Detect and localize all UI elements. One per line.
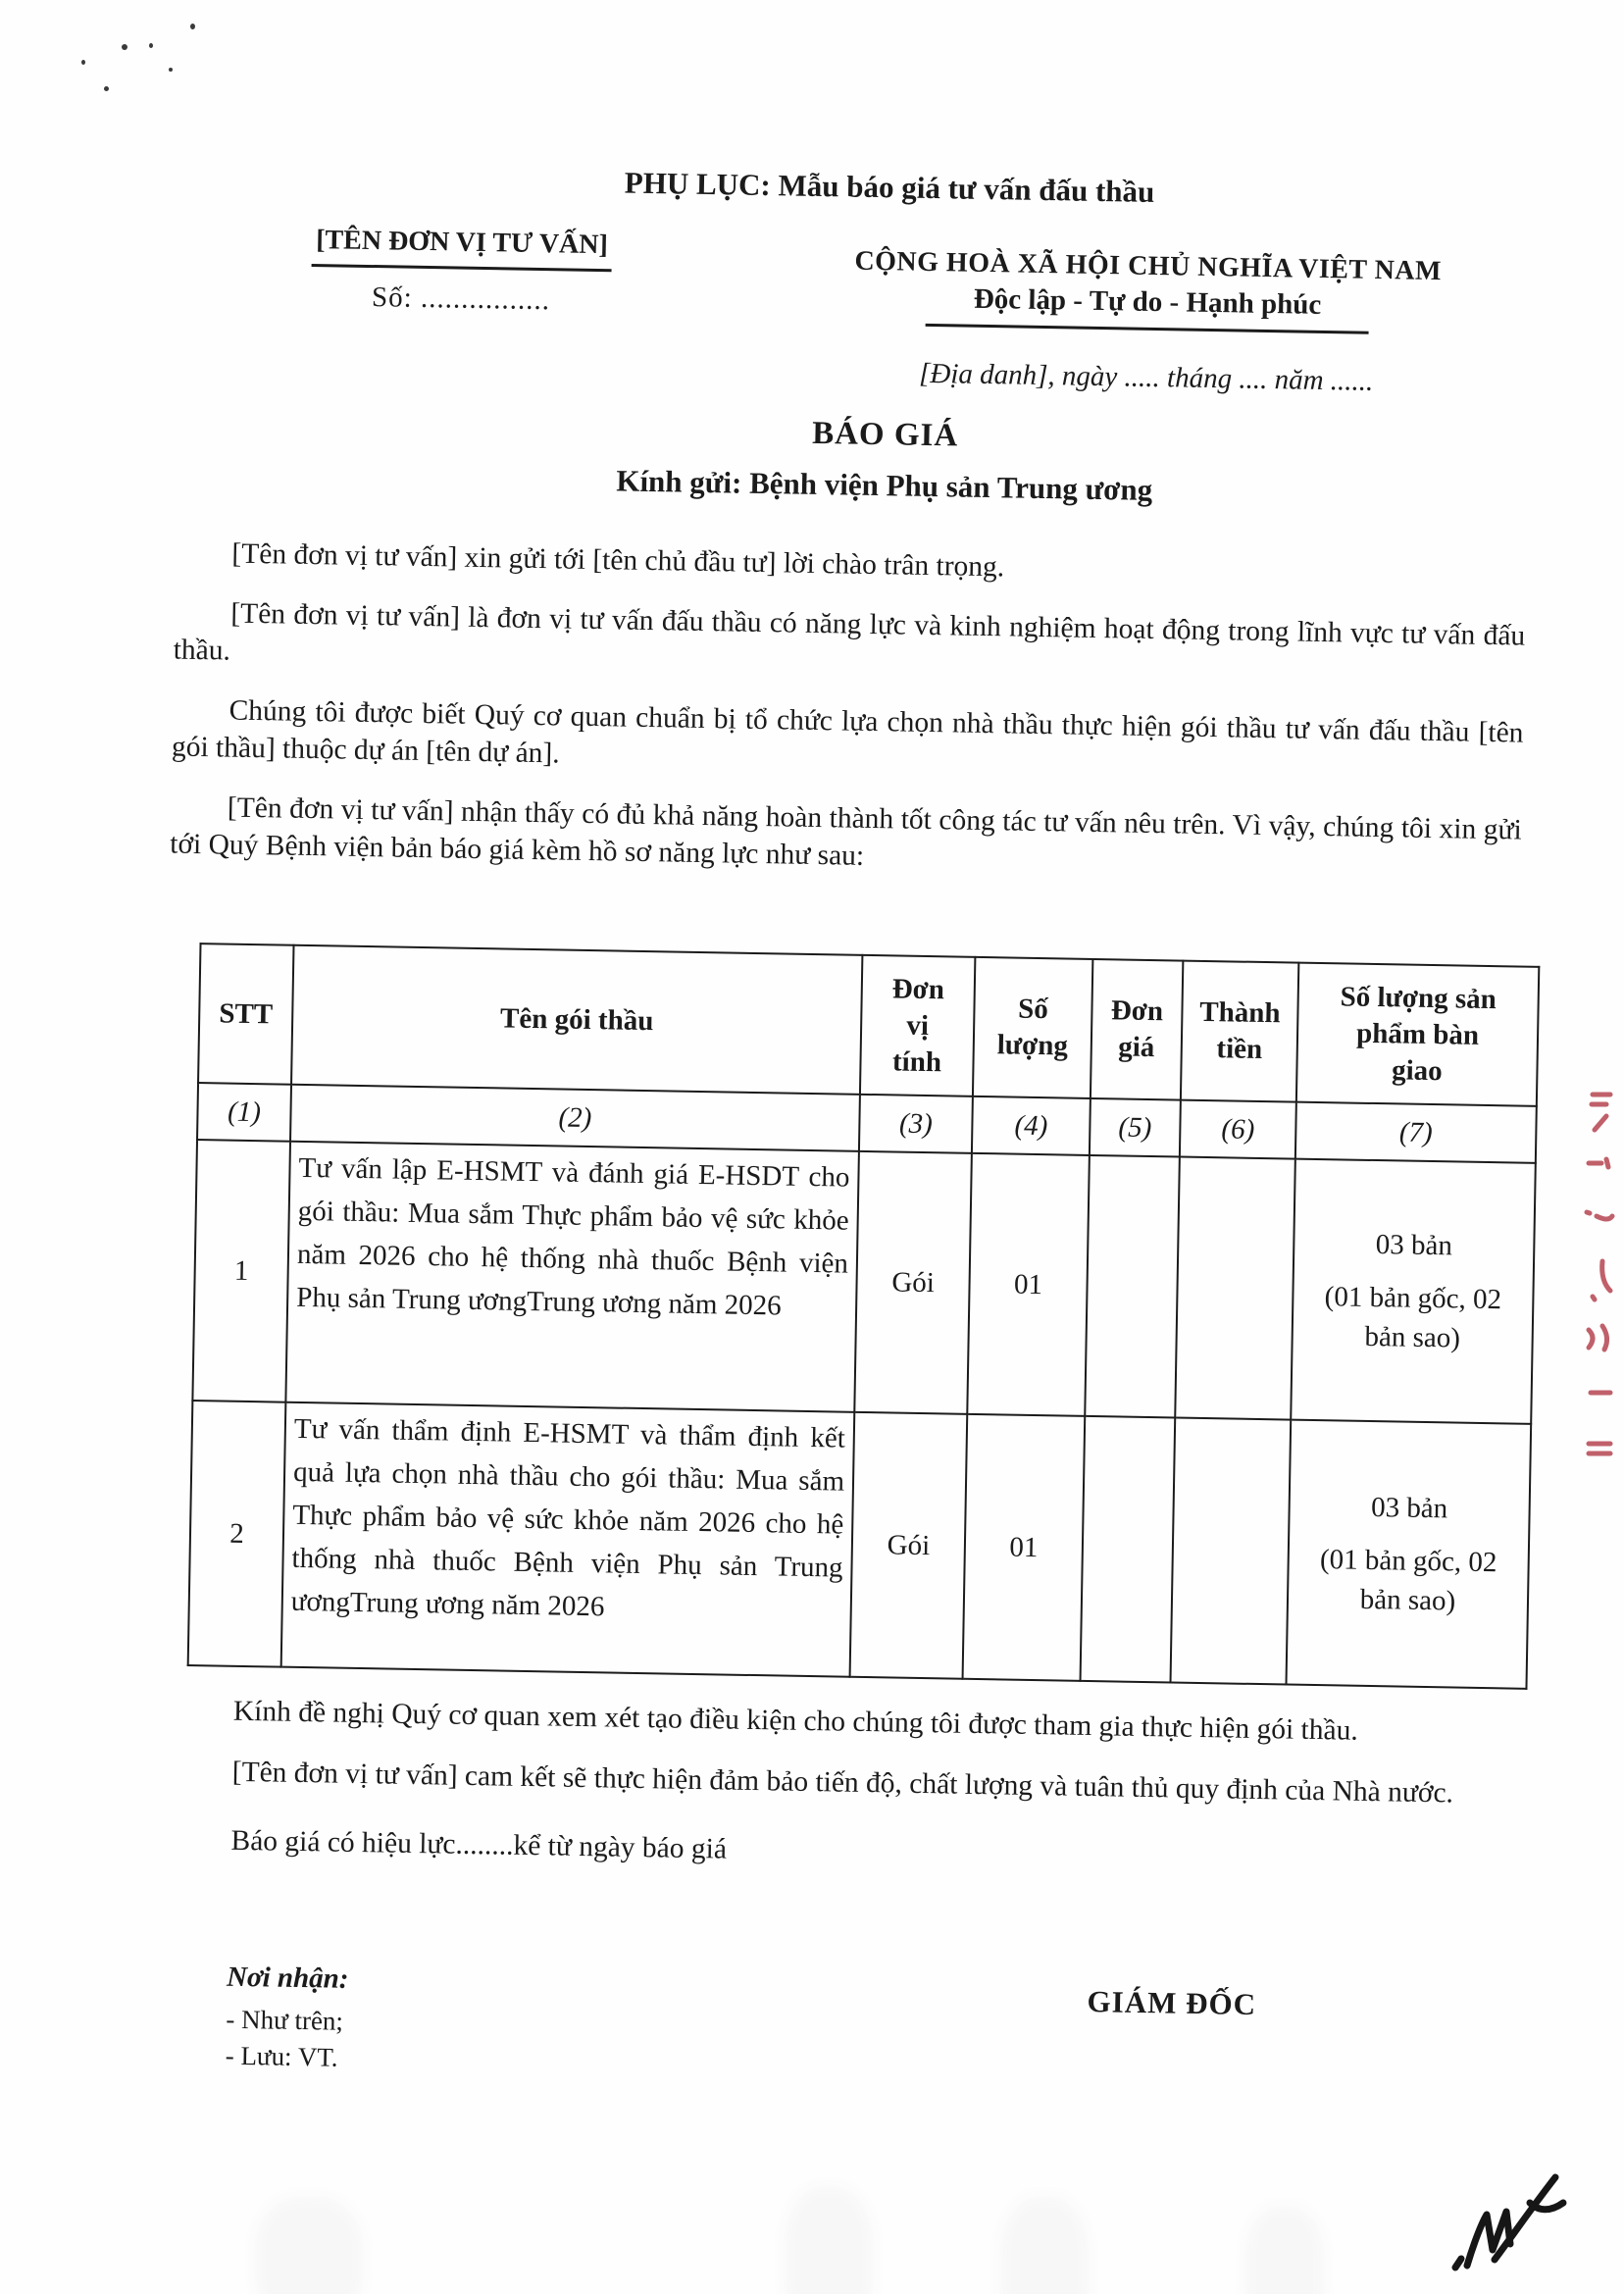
handwritten-signature [1434, 2158, 1600, 2285]
row-unit: Gói [850, 1412, 968, 1679]
place-date-line: [Địa danh], ngày ..... tháng .... năm ...... [918, 357, 1374, 397]
scan-speck [81, 60, 85, 65]
recipient-item: - Như trên; [226, 2004, 344, 2036]
motto-line: Độc lập - Tự do - Hạnh phúc [973, 282, 1322, 321]
red-pen-marks [1577, 1069, 1624, 1481]
scan-smudge [255, 2197, 363, 2294]
index-cell: (4) [972, 1096, 1091, 1155]
deliverables-detail: (01 bản gốc, 02 bản sao) [1319, 1544, 1497, 1617]
director-title: GIÁM ĐỐC [1087, 1984, 1257, 2022]
motto-underline [926, 324, 1369, 334]
row-stt: 2 [188, 1401, 286, 1667]
col-header-deliverables: Số lượng sản phẩm bàn giao [1296, 963, 1539, 1106]
table-row [192, 1140, 1535, 1424]
awareness-paragraph: Chúng tôi được biết Quý cơ quan chuẩn bị tổ chức lựa chọn nhà thầu thực hiện gói thầu tư vấn đấu thầu [tên gói thầu] thuộc dự án [tên dự án]. [171, 694, 1524, 770]
row-stt: 1 [192, 1140, 290, 1402]
col-header-unit: Đơn vị tính [860, 955, 975, 1096]
index-cell: (1) [197, 1083, 291, 1142]
row-quantity: 01 [967, 1153, 1090, 1416]
index-cell: (5) [1090, 1098, 1181, 1157]
body-paragraphs [170, 535, 1527, 909]
row-unit: Gói [854, 1151, 972, 1414]
recipients-block [225, 1960, 348, 2076]
index-cell: (7) [1295, 1102, 1537, 1163]
col-header-amount: Thành tiền [1181, 961, 1298, 1102]
consultant-name-heading: [TÊN ĐƠN VỊ TƯ VẤN] [312, 225, 612, 272]
quote-title: BÁO GIÁ [811, 415, 959, 454]
scan-smudge [785, 2187, 873, 2294]
row-deliverables [1291, 1159, 1536, 1424]
row-package-name: Tư vấn lập E-HSMT và đánh giá E-HSDT cho gói thầu: Mua sắm Thực phẩm bảo vệ sức khỏe năm 2026 cho hệ thống nhà thuốc Bệnh viện Phụ sản Trung ươngTrung ương năm 2026 [285, 1142, 859, 1412]
recipients-label: Nơi nhận: [226, 1961, 349, 1995]
row-amount [1171, 1418, 1292, 1685]
recipient-item: - Lưu: VT. [225, 2040, 338, 2072]
table-row [188, 1401, 1532, 1689]
commitment-paragraph: [Tên đơn vị tư vấn] cam kết sẽ thực hiện đảm bảo tiến độ, chất lượng và tuân thủ quy định của Nhà nước. [231, 1756, 1454, 1810]
row-amount [1175, 1157, 1295, 1420]
national-title: CỘNG HOÀ XÃ HỘI CHỦ NGHĨA VIỆT NAM [854, 245, 1443, 287]
scan-speck [122, 44, 127, 50]
deliverables-detail: (01 bản gốc, 02 bản sao) [1324, 1281, 1502, 1354]
row-unit-price [1081, 1416, 1176, 1683]
capability-paragraph: [Tên đơn vị tư vấn] là đơn vị tư vấn đấu thầu có năng lực và kinh nghiệm hoạt động trong lĩnh vực tư vấn đấu thầu. [173, 597, 1526, 667]
row-quantity: 01 [963, 1414, 1086, 1681]
deliverables-qty: 03 bản [1375, 1229, 1453, 1262]
col-header-quantity: Số lượng [973, 957, 1092, 1098]
col-header-unit-price: Đơn giá [1091, 959, 1183, 1100]
request-paragraph: Kính đề nghị Quý cơ quan xem xét tạo điều kiện cho chúng tôi được tham gia thực hiện gói thầu. [232, 1695, 1359, 1747]
index-cell: (3) [859, 1095, 973, 1153]
closing-paragraphs [230, 1693, 1510, 1882]
appendix-title: PHỤ LỤC: Mẫu báo giá tư vấn đấu thầu [624, 165, 1155, 209]
deliverables-qty: 03 bản [1370, 1492, 1448, 1525]
scan-smudge [1000, 2197, 1089, 2294]
col-header-package-name: Tên gói thầu [291, 945, 862, 1095]
table-header-row [198, 943, 1539, 1106]
recipient-line: Kính gửi: Bệnh viện Phụ sản Trung ương [616, 463, 1153, 507]
scan-speck [190, 24, 195, 29]
scan-speck [149, 43, 153, 48]
scan-smudge [1245, 2207, 1324, 2294]
offer-paragraph: [Tên đơn vị tư vấn] nhận thấy có đủ khả năng hoàn thành tốt công tác tư vấn nêu trên. Vì vậy, chúng tôi xin gửi tới Quý Bệnh viện bản báo giá kèm hồ sơ năng lực như sau: [170, 791, 1523, 872]
row-deliverables [1287, 1420, 1532, 1689]
col-header-stt: STT [198, 943, 293, 1085]
scan-speck [104, 86, 109, 91]
consultant-header-block [250, 224, 674, 319]
scan-speck [169, 68, 173, 72]
quotation-table [187, 943, 1541, 1690]
validity-line: Báo giá có hiệu lực........kể từ ngày báo giá [230, 1824, 728, 1865]
index-cell: (6) [1180, 1100, 1296, 1159]
national-header-block [778, 244, 1515, 400]
intro-paragraph: [Tên đơn vị tư vấn] xin gửi tới [tên chủ đầu tư] lời chào trân trọng. [231, 537, 1005, 584]
document-number-line: Số: ................ [371, 281, 551, 317]
row-package-name: Tư vấn thẩm định E-HSMT và thẩm định kết quả lựa chọn nhà thầu cho gói thầu: Mua sắm Thực phẩm bảo vệ sức khỏe năm 2026 cho hệ thống nhà thuốc Bệnh viện Phụ sản Trung ươngTrung ương năm 2026 [281, 1402, 855, 1677]
index-cell: (2) [290, 1085, 860, 1151]
row-unit-price [1085, 1155, 1180, 1418]
